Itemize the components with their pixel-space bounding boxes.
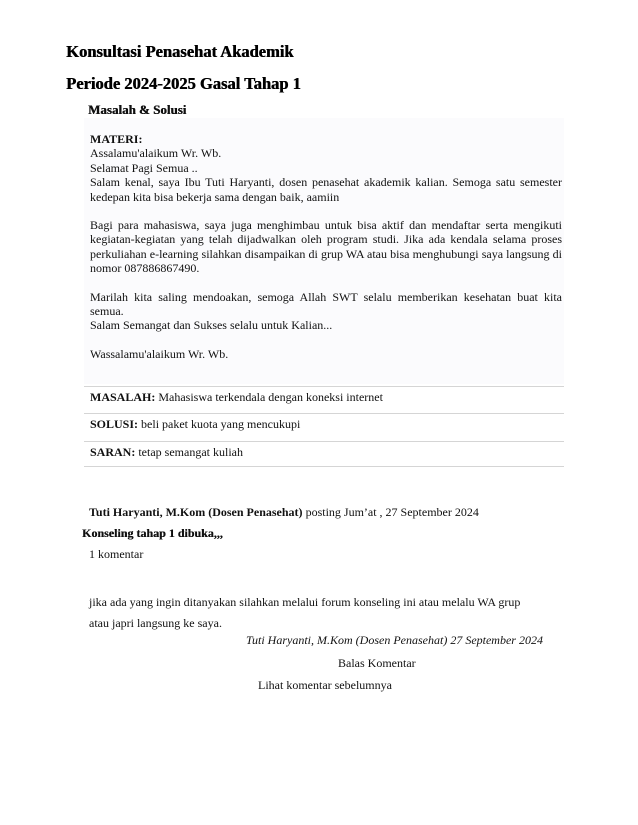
comment-count-link[interactable]: 1 komentar — [89, 547, 144, 561]
masalah-label: MASALAH: — [90, 390, 156, 404]
comment-meta: Tuti Haryanti, M.Kom (Dosen Penasehat) 27 September 2024 — [246, 633, 543, 647]
materi-paragraph-2: Bagi para mahasiswa, saya juga menghimbau untuk bisa aktif dan mendaftar serta mengikuti kegiatan-kegiatan yang telah dijadwalkan oleh program studi. Jika ada kendala selama proses perkuliahan e-learning silahkan disampaikan di grup WA atau bisa menghubungi saya langsung di nomor 087886867490. — [90, 218, 562, 276]
materi-box — [84, 118, 564, 384]
section-title: Masalah & Solusi — [88, 102, 187, 117]
solusi-row — [84, 413, 564, 439]
comment-line-2: atau japri langsung ke saya. — [89, 616, 222, 630]
solusi-value: beli paket kuota yang mencukupi — [141, 417, 301, 431]
reply-comment-link[interactable]: Balas Komentar — [338, 656, 416, 670]
materi-closing: Wassalamu'alaikum Wr. Wb. — [90, 346, 229, 361]
older-comments-link[interactable]: Lihat komentar sebelumnya — [258, 678, 392, 692]
saran-row — [84, 441, 564, 467]
materi-greeting: Assalamu'alaikum Wr. Wb. — [90, 146, 222, 161]
materi-label: MATERI: — [90, 132, 143, 146]
comment-body — [89, 592, 520, 634]
solusi-label: SOLUSI: — [90, 417, 139, 431]
post-meta — [89, 505, 479, 520]
post-author[interactable]: Tuti Haryanti, M.Kom (Dosen Penasehat) — [89, 505, 303, 519]
materi-intro: Salam kenal, saya Ibu Tuti Haryanti, dosen penasehat akademik kalian. Semoga satu semester kedepan kita bisa bekerja sama dengan baik, aamiin — [90, 175, 562, 204]
page-title: Konsultasi Penasehat Akademik — [66, 42, 294, 61]
saran-value: tetap semangat kuliah — [138, 445, 243, 459]
post-date: posting Jum’at , 27 September 2024 — [305, 505, 479, 519]
masalah-row — [84, 386, 564, 412]
materi-paragraph-3a: Marilah kita saling mendoakan, semoga Allah SWT selalu memberikan kesehatan buat kita semua. — [90, 289, 562, 319]
period-title: Periode 2024-2025 Gasal Tahap 1 — [66, 74, 301, 93]
masalah-value: Mahasiswa terkendala dengan koneksi internet — [158, 390, 383, 404]
post-topic-link[interactable]: Konseling tahap 1 dibuka,,, — [82, 526, 223, 540]
saran-label: SARAN: — [90, 445, 136, 459]
materi-morning: Selamat Pagi Semua .. — [90, 160, 198, 175]
materi-paragraph-3b: Salam Semangat dan Sukses selalu untuk Kalian... — [90, 318, 333, 333]
comment-line-1: jika ada yang ingin ditanyakan silahkan melalui forum konseling ini atau melalu WA grup — [89, 595, 521, 609]
